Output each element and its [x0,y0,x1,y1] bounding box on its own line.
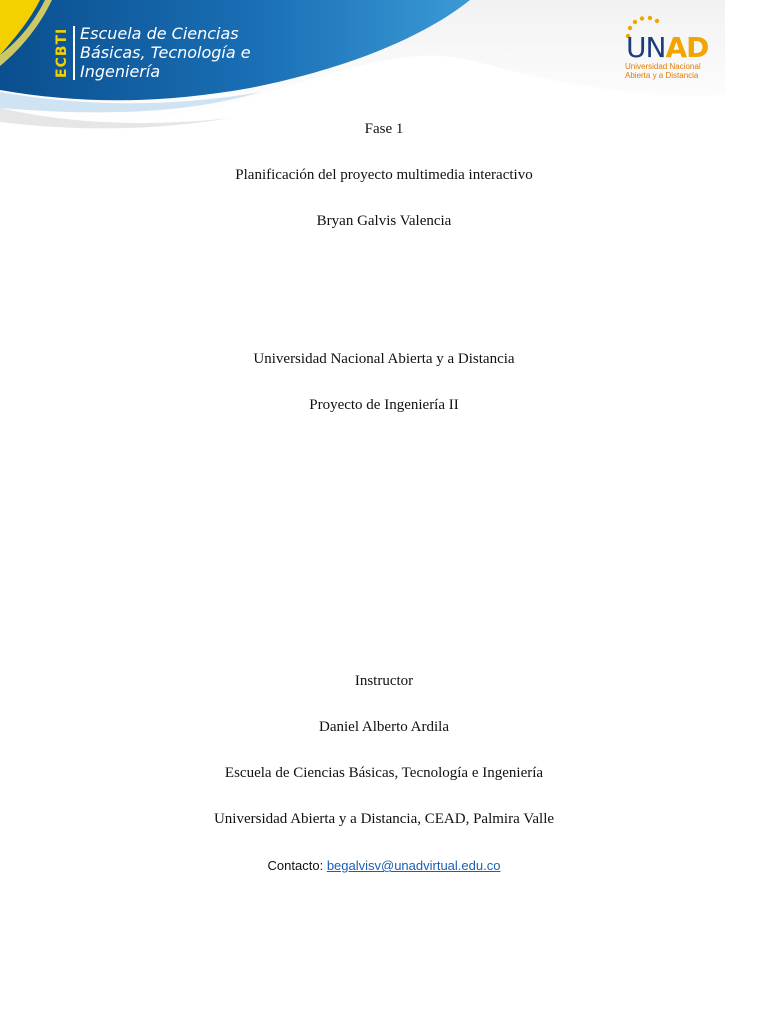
phase-title: Fase 1 [364,121,404,137]
school-name: Escuela de Ciencias Básicas, Tecnología e Ingeniería [224,765,544,781]
instructor-name: Daniel Alberto Ardila [319,719,449,735]
contact-email-link[interactable]: begalvisv@unadvirtual.edu.co [326,858,501,873]
unad-subtitle-line-1: Universidad Nacional [625,62,701,71]
contact-label: Contacto: [267,858,324,873]
logo-ad: AD [665,31,709,64]
logo-u: U [626,31,646,64]
unad-subtitle-line-2: Abierta y a Distancia [625,71,699,80]
ecbti-label: ECBTI [54,27,70,79]
school-title-line-2: Básicas, Tecnología e [80,43,251,62]
project-title: Planificación del proyecto multimedia interactivo [235,167,533,183]
university-name: Universidad Nacional Abierta y a Distancia [253,351,515,367]
course-name: Proyecto de Ingeniería II [309,397,459,413]
header-banner [0,0,768,140]
unad-subtitle [625,62,701,80]
unad-logo [618,14,708,86]
contact-line [0,857,768,874]
school-title-line-3: Ingeniería [80,62,161,81]
school-title-line-1: Escuela de Ciencias [80,24,239,43]
campus-name: Universidad Abierta y a Distancia, CEAD, Palmira Valle [213,811,555,827]
instructor-label: Instructor [354,673,414,689]
divider [73,26,75,80]
author-name: Bryan Galvis Valencia [316,213,452,229]
school-title [80,24,320,81]
unad-wordmark [626,31,709,64]
logo-n: N [645,31,666,64]
